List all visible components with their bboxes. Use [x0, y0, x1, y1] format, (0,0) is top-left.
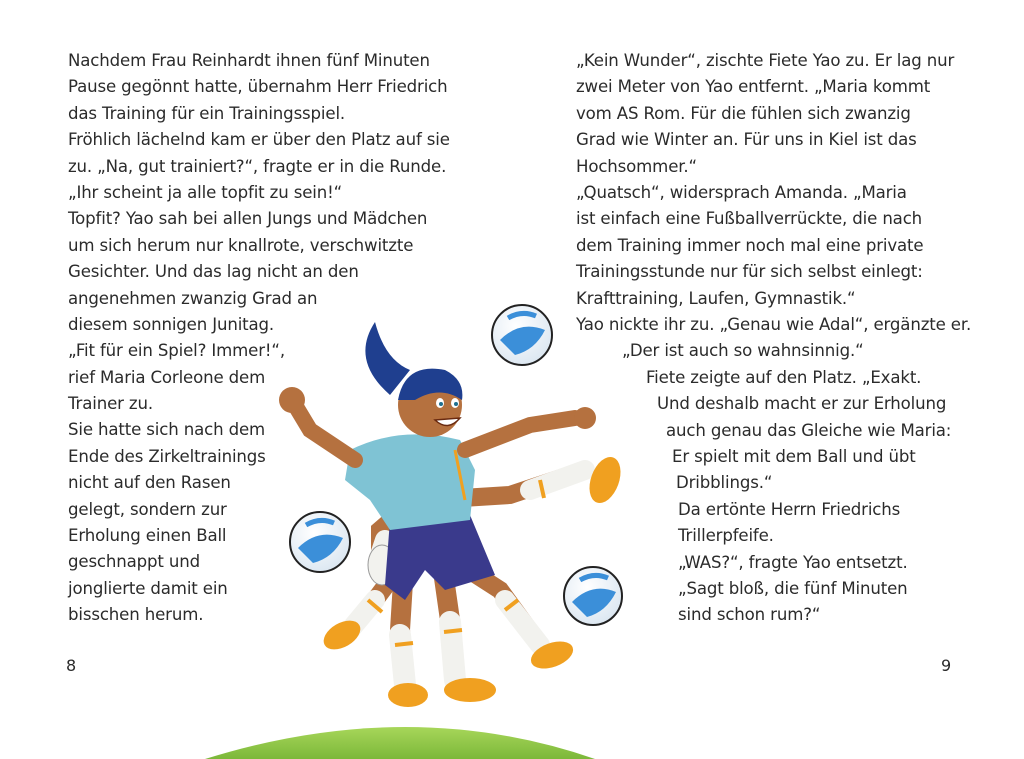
text-line: diesem sonnigen Junitag. [68, 314, 275, 334]
text-line: Grad wie Winter an. Für uns in Kiel ist das [576, 130, 917, 150]
text-line: „Der ist auch so wahnsinnig.“ [622, 341, 864, 361]
text-line: geschnappt und [68, 552, 201, 572]
text-line: zu. „Na, gut trainiert?“, fragte er in die Runde. [68, 156, 447, 176]
text-line: das Training für ein Trainingsspiel. [68, 103, 346, 123]
grass-mound [205, 727, 595, 759]
text-line: Yao nickte ihr zu. „Genau wie Adal“, ergänzte er. [576, 315, 972, 334]
football-2 [290, 512, 350, 572]
head [365, 322, 462, 437]
text-line: Pause gegönnt hatte, übernahm Herr Friedrich [68, 77, 448, 97]
juggling-footballer-illustration [200, 300, 630, 759]
text-line: „Kein Wunder“, zischte Fiete Yao zu. Er lag nur [576, 51, 955, 70]
football-3 [564, 567, 622, 625]
text-line: „WAS?“, fragte Yao entsetzt. [678, 552, 908, 572]
text-line: um sich herum nur knallrote, verschwitzte [68, 235, 414, 255]
text-line: Er spielt mit dem Ball und übt [672, 447, 916, 466]
text-line: „Ihr scheint ja alle topfit zu sein!“ [68, 182, 343, 202]
text-line: Hochsommer.“ [576, 156, 697, 176]
text-line: Topfit? Yao sah bei allen Jungs und Mädchen [68, 209, 428, 229]
jersey [345, 434, 475, 530]
text-line: Und deshalb macht er zur Erholung [657, 394, 947, 414]
text-line: Trillerpfeife. [678, 526, 774, 546]
text-line: zwei Meter von Yao entfernt. „Maria kommt [576, 77, 931, 97]
text-line: Nachdem Frau Reinhardt ihnen fünf Minuten [68, 51, 430, 70]
text-line: dem Training immer noch mal eine private [576, 235, 924, 255]
text-line: Krafttraining, Laufen, Gymnastik.“ [576, 288, 856, 308]
text-line: ist einfach eine Fußballverrückte, die nach [576, 209, 923, 229]
text-line: gelegt, sondern zur [68, 499, 227, 519]
text-line: Gesichter. Und das lag nicht an den [68, 262, 359, 282]
football-1 [492, 305, 552, 365]
text-line: Ende des Zirkeltrainings [68, 446, 266, 466]
text-line: Fiete zeigte auf den Platz. „Exakt. [646, 367, 922, 387]
text-line: „Sagt bloß, die fünf Minuten [678, 579, 908, 598]
text-line: Trainer zu. [68, 394, 153, 414]
text-line: rief Maria Corleone dem [68, 367, 266, 387]
text-line: Da ertönte Herrn Friedrichs [678, 499, 901, 519]
text-line: jonglierte damit ein [68, 578, 228, 598]
text-line: Trainingsstunde nur für sich selbst einlegt: [576, 262, 923, 282]
text-line: vom AS Rom. Für die fühlen sich zwanzig [576, 103, 911, 123]
text-line: angenehmen zwanzig Grad an [68, 288, 318, 308]
text-line: sind schon rum?“ [678, 605, 821, 625]
text-line: „Fit für ein Spiel? Immer!“, [68, 341, 285, 361]
text-line: auch genau das Gleiche wie Maria: [666, 420, 952, 440]
text-line: nicht auf den Rasen [68, 473, 231, 493]
page-number-right: 9 [941, 656, 952, 675]
page-number-left: 8 [66, 656, 77, 675]
text-line: Fröhlich lächelnd kam er über den Platz auf sie [68, 130, 450, 150]
text-line: bisschen herum. [68, 605, 204, 625]
text-line: Sie hatte sich nach dem [68, 420, 266, 440]
text-line: Erholung einen Ball [68, 526, 227, 546]
text-line: „Quatsch“, widersprach Amanda. „Maria [576, 183, 907, 202]
text-line: Dribblings.“ [676, 473, 773, 493]
